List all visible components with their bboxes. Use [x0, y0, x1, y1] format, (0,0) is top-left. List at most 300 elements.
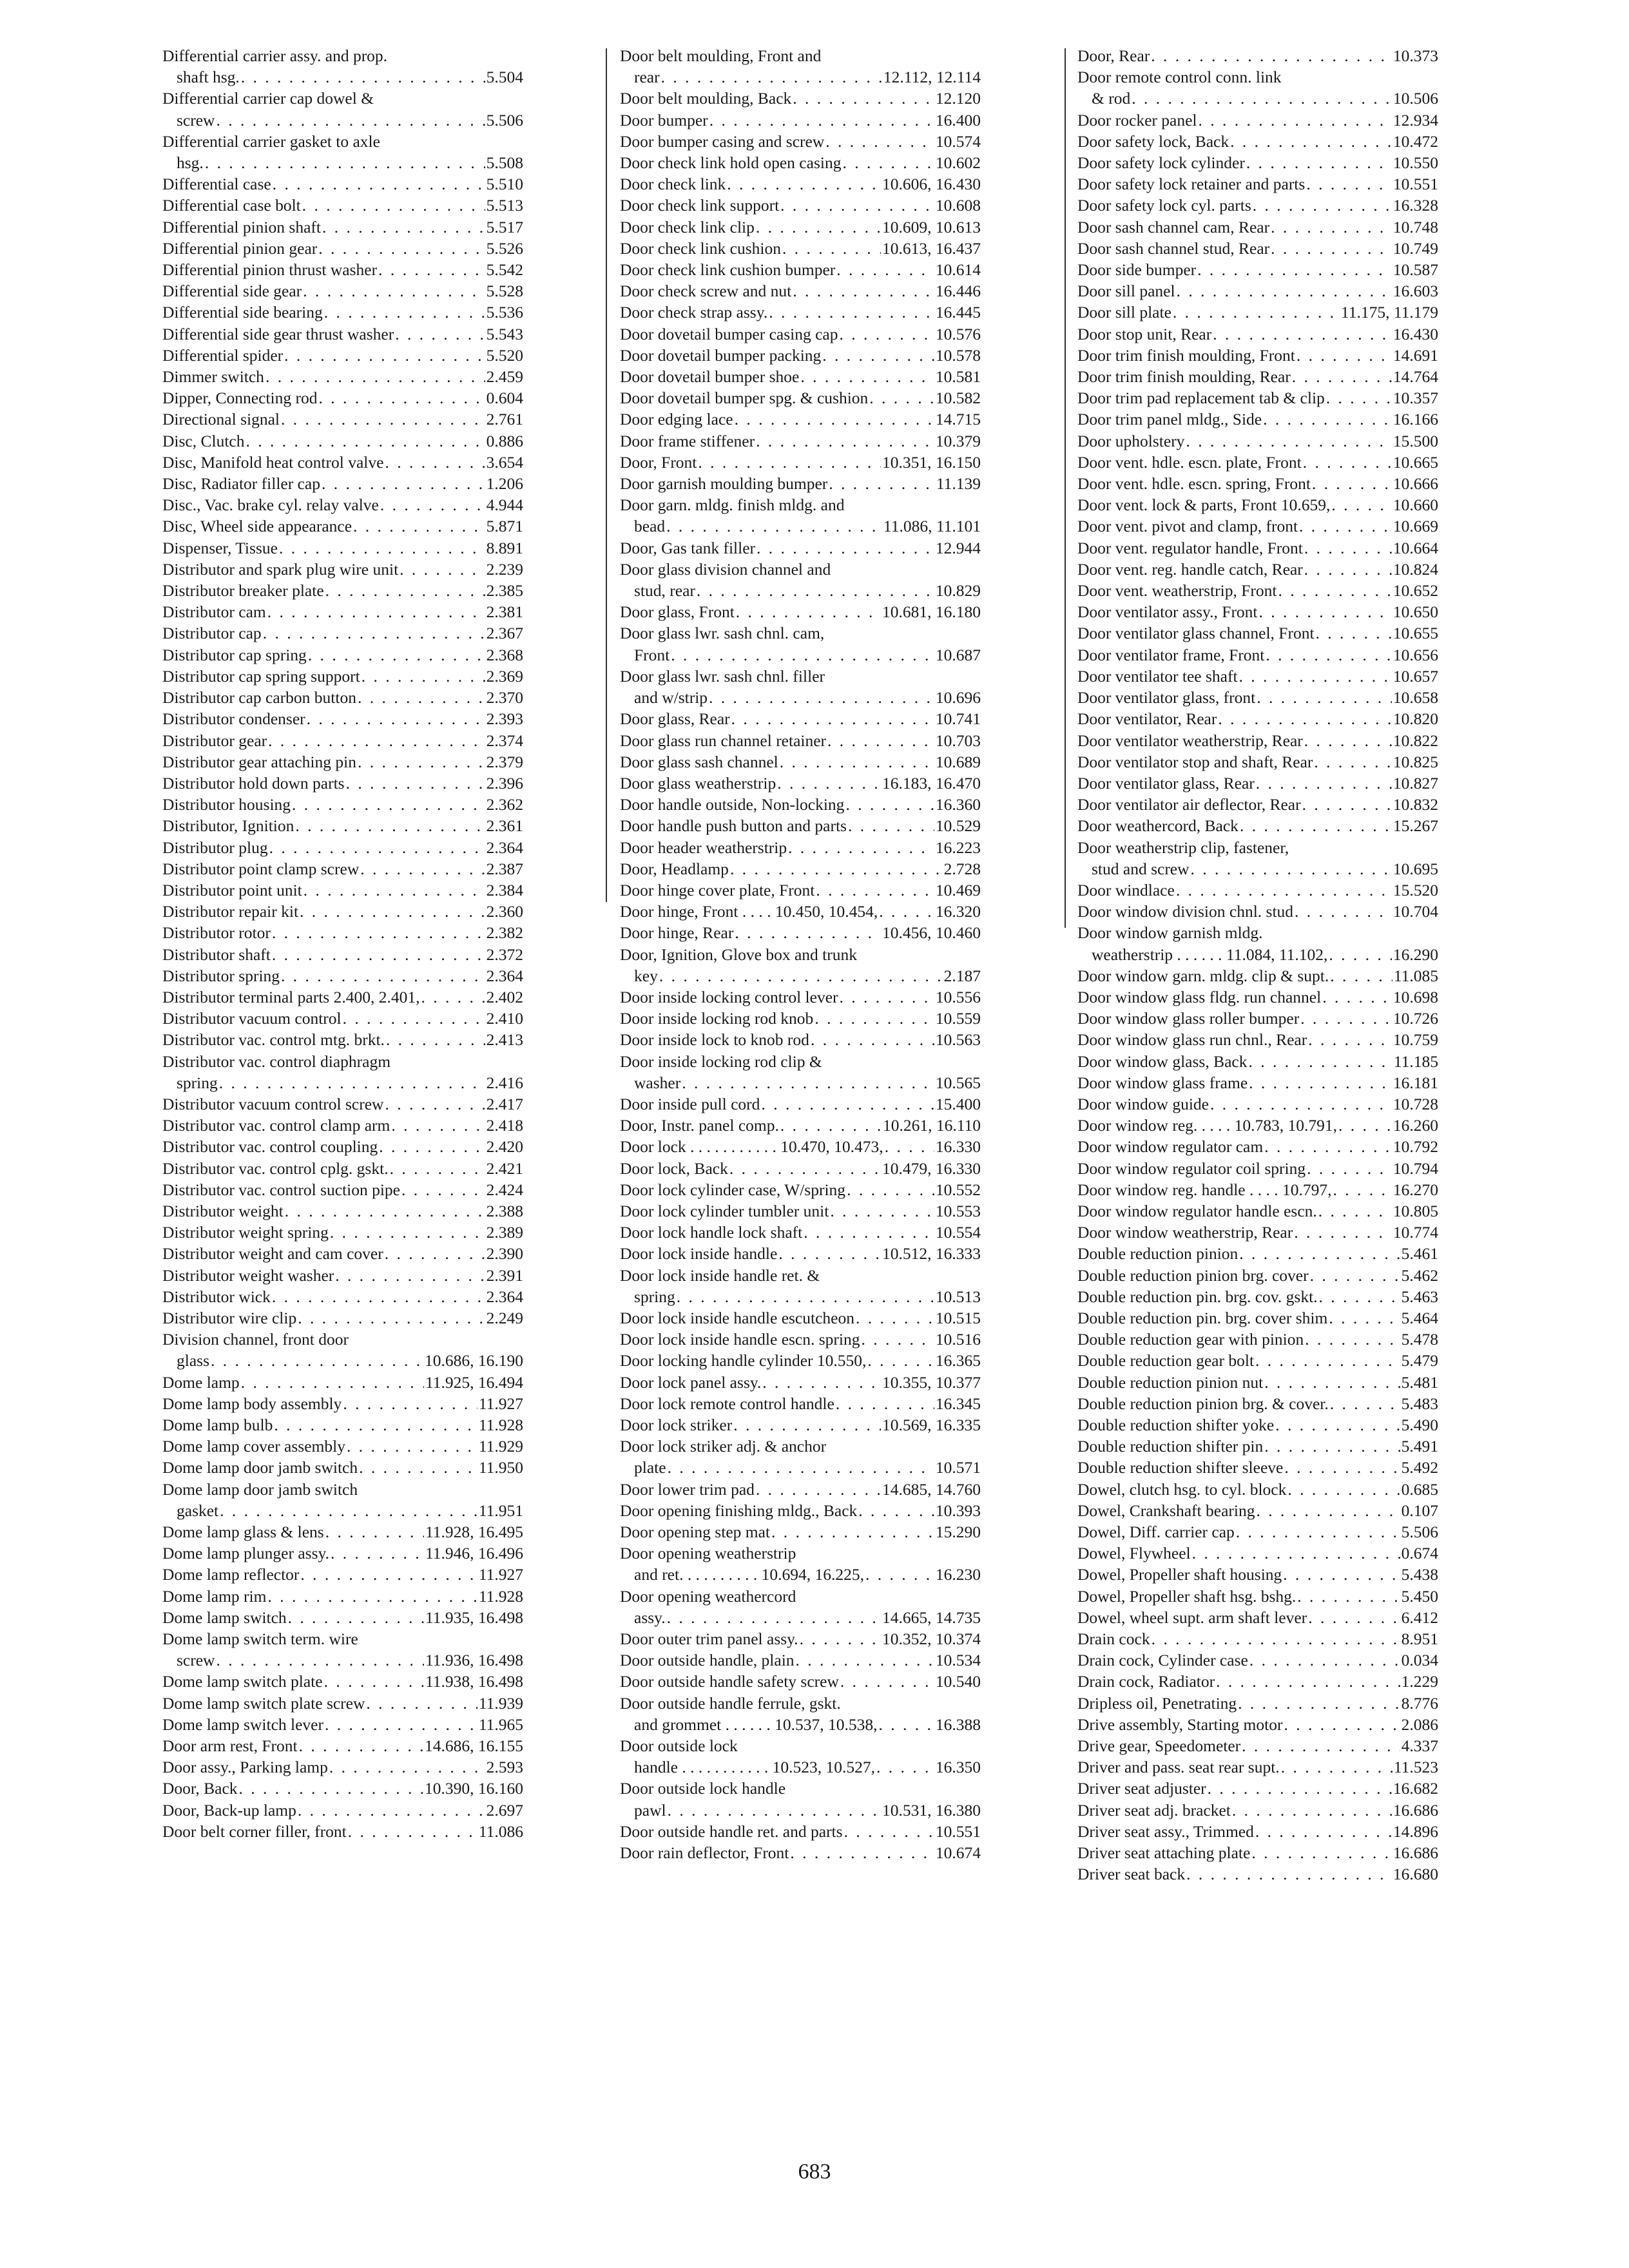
entry-text: Door hinge, Rear — [620, 923, 734, 943]
entry-text: Dowel, Crankshaft bearing — [1077, 1501, 1255, 1520]
entry-text: Door, Back — [162, 1779, 238, 1798]
entry-text: Double reduction shifter sleeve — [1077, 1458, 1284, 1477]
entry-text: Distributor vac. control diaphragm — [162, 1052, 391, 1071]
entry-text: Door edging lace — [620, 410, 733, 429]
entry-title-line — [162, 45, 523, 66]
dot-leader — [1300, 1008, 1392, 1029]
dot-leader — [1256, 773, 1392, 794]
entry-text: Double reduction pin. brg. cover shim — [1077, 1308, 1328, 1327]
entry-reference: 10.681, 16.180 — [882, 602, 981, 622]
index-entry — [1077, 452, 1438, 473]
entry-text: Dome lamp switch plate — [162, 1672, 323, 1691]
dot-leader — [659, 965, 943, 986]
dot-leader — [1210, 1093, 1392, 1115]
entry-text: Distributor wire clip — [162, 1308, 297, 1327]
dot-leader — [421, 986, 485, 1008]
entry-title-line — [620, 1051, 981, 1072]
entry-title-line — [162, 1671, 523, 1692]
entry-reference: 10.552 — [935, 1180, 981, 1199]
entry-text: Door belt corner filler, front — [162, 1821, 347, 1841]
entry-text: Door dovetail bumper shoe — [620, 367, 800, 387]
entry-reference: 10.574 — [935, 131, 981, 151]
entry-title-line — [1077, 238, 1438, 259]
entry-title-line — [162, 1714, 523, 1735]
entry-text: Differential pinion gear — [162, 238, 318, 258]
dot-leader — [205, 152, 485, 173]
entry-text: Door glass sash channel — [620, 752, 778, 771]
entry-text: Door trim panel mldg., Side — [1077, 410, 1262, 429]
entry-title-line — [1077, 1714, 1438, 1735]
entry-title-line — [1077, 1521, 1438, 1542]
dot-leader — [265, 366, 485, 387]
entry-title-line — [1077, 323, 1438, 345]
entry-text: Drain cock, Cylinder case — [1077, 1651, 1248, 1670]
index-entry — [162, 666, 523, 687]
entry-title-line — [162, 1115, 523, 1136]
entry-reference: 16.446 — [935, 282, 981, 301]
dot-leader — [1278, 580, 1391, 601]
dot-leader — [756, 216, 881, 238]
entry-text: Dome lamp switch — [162, 1608, 287, 1627]
index-entry — [620, 1029, 981, 1050]
dot-leader — [343, 1393, 477, 1414]
entry-reference: 2.387 — [486, 859, 523, 878]
entry-reference: 10.357 — [1393, 389, 1438, 408]
entry-continuation-line — [620, 1714, 981, 1735]
index-entry — [162, 1628, 523, 1671]
index-entry — [162, 473, 523, 494]
entry-title-line — [1077, 622, 1438, 644]
entry-title-line — [162, 1222, 523, 1243]
entry-reference: 2.364 — [486, 838, 523, 857]
entry-reference: 16.223 — [935, 838, 981, 857]
entry-title-line — [620, 131, 981, 152]
entry-text: Door check strap assy. — [620, 303, 768, 322]
entry-text: Directional signal — [162, 410, 280, 429]
index-entry — [620, 944, 981, 986]
index-entry — [620, 1350, 981, 1371]
index-entry — [162, 280, 523, 302]
dot-leader — [379, 1136, 485, 1157]
entry-title-line — [620, 494, 981, 515]
entry-reference: 2.424 — [486, 1180, 523, 1199]
entry-reference: 10.261, 16.110 — [882, 1116, 981, 1135]
entry-text: Distributor weight spring — [162, 1223, 329, 1242]
entry-reference: 10.576 — [935, 324, 981, 343]
entry-reference: 10.373 — [1393, 46, 1438, 65]
dot-leader — [865, 1564, 934, 1585]
entry-title-line — [162, 922, 523, 943]
dot-leader — [241, 66, 485, 88]
entry-text: Dome lamp switch plate screw — [162, 1693, 365, 1713]
dot-leader — [709, 687, 934, 708]
entry-reference: 5.510 — [486, 175, 523, 194]
entry-text: Door lock inside handle ret. & — [620, 1265, 820, 1285]
dot-leader — [1257, 687, 1392, 708]
entry-reference: 11.175, 11.179 — [1340, 303, 1438, 322]
entry-text: Door window glass, Back — [1077, 1052, 1248, 1071]
index-entry — [620, 1093, 981, 1115]
index-entry — [1077, 1607, 1438, 1628]
entry-text: Division channel, front door — [162, 1330, 349, 1349]
index-entry — [1077, 730, 1438, 751]
entry-continuation-line — [1077, 944, 1438, 965]
entry-reference: 10.665 — [1393, 452, 1438, 472]
entry-text: Door, Instr. panel comp. — [620, 1116, 779, 1135]
dot-leader — [395, 323, 485, 345]
dot-leader — [346, 773, 485, 794]
entry-title-line — [620, 1115, 981, 1136]
dot-leader — [829, 473, 935, 494]
entry-text: Door window reg. handle . . . . 10.797, — [1077, 1180, 1332, 1199]
entry-title-line — [1077, 1863, 1438, 1885]
dot-leader — [778, 1243, 881, 1264]
entry-title-line — [162, 751, 523, 773]
entry-title-line — [162, 1051, 523, 1072]
entry-title-line — [1077, 1136, 1438, 1157]
dot-leader — [1304, 559, 1392, 580]
entry-title-line — [620, 1393, 981, 1414]
entry-text: Door hinge, Front . . . . 10.450, 10.454, — [620, 902, 878, 921]
entry-reference: 10.582 — [935, 389, 981, 408]
dot-leader — [1213, 323, 1392, 345]
entry-text: Door window regulator handle escn. — [1077, 1201, 1317, 1220]
entry-reference: 10.565 — [935, 1073, 981, 1092]
entry-reference: 10.581 — [935, 367, 981, 387]
entry-title-line — [162, 901, 523, 922]
index-entry — [162, 1457, 523, 1478]
dot-leader — [1239, 1243, 1400, 1264]
dot-leader — [1249, 1072, 1392, 1093]
dot-leader — [303, 280, 485, 302]
dot-leader — [358, 751, 485, 773]
dot-leader — [790, 1842, 934, 1863]
dot-leader — [358, 687, 485, 708]
index-entry — [162, 1200, 523, 1222]
entry-title-line — [1077, 1179, 1438, 1200]
entry-title-line — [620, 1778, 981, 1799]
dot-leader — [1271, 238, 1392, 259]
entry-reference: 11.950 — [478, 1458, 523, 1477]
entry-reference: 10.805 — [1393, 1201, 1438, 1220]
index-column-3 — [1077, 45, 1438, 1885]
dot-leader — [1294, 1222, 1392, 1243]
entry-text: Door check link support — [620, 196, 780, 215]
entry-reference: 10.540 — [935, 1672, 981, 1691]
entry-text: Dome lamp body assembly — [162, 1394, 342, 1413]
entry-title-line — [162, 1479, 523, 1500]
entry-text: Dome lamp glass & lens — [162, 1523, 324, 1542]
index-entry — [162, 302, 523, 323]
dot-leader — [677, 1286, 934, 1307]
entry-reference: 10.825 — [1393, 752, 1438, 771]
entry-continuation-line — [162, 152, 523, 173]
entry-text: Dome lamp plunger assy. — [162, 1544, 329, 1563]
entry-reference: 16.445 — [935, 303, 981, 322]
entry-text: Dome lamp reflector — [162, 1565, 300, 1584]
dot-leader — [298, 1800, 485, 1821]
entry-text: Door belt moulding, Front and — [620, 46, 822, 65]
entry-reference: 10.748 — [1393, 217, 1438, 236]
dot-leader — [830, 1200, 934, 1222]
dot-leader — [299, 1735, 423, 1756]
index-entry — [162, 1479, 523, 1521]
index-entry — [162, 430, 523, 452]
index-entry — [620, 901, 981, 922]
entry-title-line — [620, 216, 981, 238]
entry-text: Door check screw and nut — [620, 282, 792, 301]
dot-leader — [359, 1457, 477, 1478]
entry-title-line — [1077, 110, 1438, 131]
dot-leader — [1242, 1735, 1400, 1756]
entry-reference: 14.665, 14.735 — [882, 1608, 981, 1627]
dot-leader — [322, 473, 485, 494]
entry-title-line — [1077, 1051, 1438, 1072]
entry-title-line — [1077, 901, 1438, 922]
index-entry — [620, 1307, 981, 1329]
entry-reference: 0.685 — [1401, 1479, 1438, 1499]
entry-text: Door belt moulding, Back — [620, 89, 792, 108]
entry-reference: 10.608 — [935, 196, 981, 215]
entry-text: Door inside locking control lever — [620, 987, 838, 1006]
index-entry — [1077, 1414, 1438, 1436]
index-entry — [162, 730, 523, 751]
entry-title-line — [1077, 1072, 1438, 1093]
entry-text: Door ventilator frame, Front — [1077, 645, 1265, 664]
entry-text: Double reduction shifter yoke — [1077, 1416, 1275, 1434]
entry-reference: 5.479 — [1401, 1351, 1438, 1370]
entry-text: Dome lamp — [162, 1372, 240, 1392]
entry-title-line — [162, 1136, 523, 1157]
index-entry — [1077, 1200, 1438, 1222]
index-entry — [620, 751, 981, 773]
entry-title-line — [162, 1008, 523, 1029]
dot-leader — [869, 387, 934, 408]
entry-title-line — [162, 1457, 523, 1478]
entry-text: Door outside handle safety screw — [620, 1672, 839, 1691]
entry-text: Dowel, wheel supt. arm shaft lever — [1077, 1608, 1307, 1627]
entry-title-line — [162, 408, 523, 430]
dot-leader — [401, 1179, 485, 1200]
entry-reference: 10.696 — [935, 688, 981, 707]
dot-leader — [862, 1329, 934, 1350]
dot-leader — [1259, 601, 1392, 622]
entry-title-line — [1077, 965, 1438, 986]
entry-text: Door window reg. . . . . 10.783, 10.791, — [1077, 1116, 1338, 1135]
entry-text: Dowel, Diff. carrier cap — [1077, 1523, 1235, 1542]
entry-text: Door rain deflector, Front — [620, 1843, 789, 1863]
dot-leader — [347, 1436, 477, 1457]
entry-text: Distributor point clamp screw — [162, 859, 360, 878]
index-entry — [1077, 901, 1438, 922]
entry-text: Door opening weatherstrip — [620, 1544, 796, 1563]
entry-title-line — [1077, 1093, 1438, 1115]
entry-reference: 10.669 — [1393, 517, 1438, 536]
entry-title-line — [1077, 1222, 1438, 1243]
entry-title-line — [620, 944, 981, 965]
entry-reference: 10.551 — [1393, 175, 1438, 194]
dot-leader — [1246, 152, 1392, 173]
index-entry — [162, 1436, 523, 1457]
entry-title-line — [162, 622, 523, 644]
entry-title-line — [162, 1414, 523, 1436]
index-entry — [162, 901, 523, 922]
index-entry — [162, 1136, 523, 1157]
dot-leader — [1275, 1414, 1400, 1436]
entry-reference: 2.364 — [486, 966, 523, 985]
dot-leader — [697, 580, 934, 601]
entry-title-line — [162, 986, 523, 1008]
entry-text: spring — [634, 1287, 675, 1306]
entry-reference: 16.430 — [1393, 324, 1438, 343]
entry-text: Door vent. lock & parts, Front 10.659, — [1077, 495, 1331, 515]
entry-text: Door bumper — [620, 110, 708, 130]
entry-reference: 10.698 — [1393, 987, 1438, 1006]
index-entry — [162, 173, 523, 195]
entry-title-line — [620, 1350, 981, 1371]
entry-reference: 10.516 — [935, 1330, 981, 1349]
dot-leader — [661, 66, 882, 88]
entry-reference: 11.085 — [1393, 966, 1438, 985]
entry-reference: 10.456, 10.460 — [882, 923, 981, 943]
index-entry — [162, 858, 523, 879]
index-entry — [162, 944, 523, 965]
entry-reference: 5.491 — [1401, 1437, 1438, 1456]
entry-title-line — [162, 1628, 523, 1649]
entry-title-line — [620, 323, 981, 345]
index-entry — [620, 259, 981, 280]
dot-leader — [269, 837, 485, 858]
dot-leader — [330, 1222, 485, 1243]
entry-title-line — [620, 837, 981, 858]
index-entry — [620, 494, 981, 537]
entry-reference: 16.400 — [935, 110, 981, 130]
entry-reference: 16.686 — [1393, 1843, 1438, 1863]
entry-title-line — [162, 1158, 523, 1179]
index-entry — [620, 323, 981, 345]
index-entry — [620, 1179, 981, 1200]
entry-title-line — [620, 879, 981, 901]
dot-leader — [1239, 666, 1392, 687]
dot-leader — [858, 1500, 934, 1521]
index-entry — [1077, 1457, 1438, 1478]
entry-text: Distributor housing — [162, 795, 291, 814]
entry-title-line — [620, 408, 981, 430]
entry-reference: 10.534 — [935, 1651, 981, 1670]
index-entry — [162, 259, 523, 280]
entry-title-line — [620, 366, 981, 387]
entry-continuation-line — [1077, 88, 1438, 109]
entry-reference: 2.393 — [486, 709, 523, 729]
dot-leader — [1232, 1800, 1392, 1821]
dot-leader — [1256, 1500, 1400, 1521]
index-entry — [1077, 922, 1438, 965]
entry-reference: 10.656 — [1393, 645, 1438, 664]
entry-text: Distributor plug — [162, 838, 268, 857]
entry-text: Disc., Vac. brake cyl. relay valve — [162, 495, 379, 515]
entry-text: Differential side gear — [162, 282, 302, 301]
entry-reference: 2.381 — [486, 602, 523, 622]
entry-reference: 16.181 — [1393, 1073, 1438, 1092]
entry-text: Door glass, Front — [620, 602, 735, 622]
index-entry — [1077, 66, 1438, 109]
entry-title-line — [1077, 1479, 1438, 1500]
entry-title-line — [162, 473, 523, 494]
entry-text: Door ventilator assy., Front — [1077, 602, 1258, 622]
entry-reference: 10.571 — [935, 1458, 981, 1477]
dot-leader — [727, 173, 881, 195]
entry-title-line — [1077, 879, 1438, 901]
dot-leader — [756, 1479, 881, 1500]
dot-leader — [1287, 1479, 1400, 1500]
dot-leader — [318, 387, 485, 408]
dot-leader — [842, 152, 934, 173]
entry-title-line — [1077, 559, 1438, 580]
dot-leader — [295, 815, 485, 836]
dot-leader — [211, 1350, 423, 1371]
dot-leader — [731, 708, 934, 729]
entry-title-line — [1077, 666, 1438, 687]
entry-text: key — [634, 966, 658, 985]
entry-title-line — [162, 837, 523, 858]
entry-text: Door lock panel assy. — [620, 1372, 762, 1392]
index-entry — [1077, 345, 1438, 366]
entry-title-line — [620, 302, 981, 323]
entry-title-line — [620, 452, 981, 473]
index-entry — [162, 408, 523, 430]
index-entry — [162, 601, 523, 622]
index-entry — [620, 601, 981, 622]
entry-text: Drive assembly, Starting motor — [1077, 1715, 1283, 1734]
dot-leader — [1338, 1115, 1392, 1136]
index-entry — [162, 1029, 523, 1050]
entry-reference: 5.536 — [486, 303, 523, 322]
entry-reference: 0.604 — [486, 389, 523, 408]
entry-text: Door garnish moulding bumper — [620, 474, 828, 494]
entry-reference: 11.928, 16.495 — [425, 1523, 523, 1542]
entry-text: glass — [177, 1351, 209, 1370]
index-entry — [162, 687, 523, 708]
entry-text: Distributor cam — [162, 602, 266, 622]
dot-leader — [241, 1372, 424, 1393]
entry-continuation-line — [162, 66, 523, 88]
entry-text: Front — [634, 645, 670, 664]
entry-reference: 12.934 — [1393, 110, 1438, 130]
entry-title-line — [620, 1842, 981, 1863]
entry-reference: 5.463 — [1401, 1287, 1438, 1306]
entry-reference: 10.820 — [1393, 709, 1438, 729]
entry-text: spring — [177, 1073, 218, 1092]
index-entry — [620, 110, 981, 131]
index-entry — [162, 794, 523, 815]
entry-text: Door remote control conn. link — [1077, 68, 1282, 87]
entry-title-line — [1077, 1008, 1438, 1029]
entry-text: gasket — [177, 1501, 219, 1520]
entry-reference: 10.614 — [935, 260, 981, 280]
entry-title-line — [162, 302, 523, 323]
entry-reference: 14.685, 14.760 — [882, 1479, 981, 1499]
index-entry — [162, 1158, 523, 1179]
entry-reference: 2.761 — [486, 410, 523, 429]
index-entry — [162, 1393, 523, 1414]
entry-text: weatherstrip . . . . . . 11.084, 11.102, — [1092, 945, 1328, 964]
index-entry — [620, 986, 981, 1008]
entry-title-line — [162, 1372, 523, 1393]
dot-leader — [1304, 730, 1392, 751]
entry-reference: 16.603 — [1393, 282, 1438, 301]
entry-text: Distributor weight washer — [162, 1265, 334, 1285]
dot-leader — [1251, 1842, 1392, 1863]
